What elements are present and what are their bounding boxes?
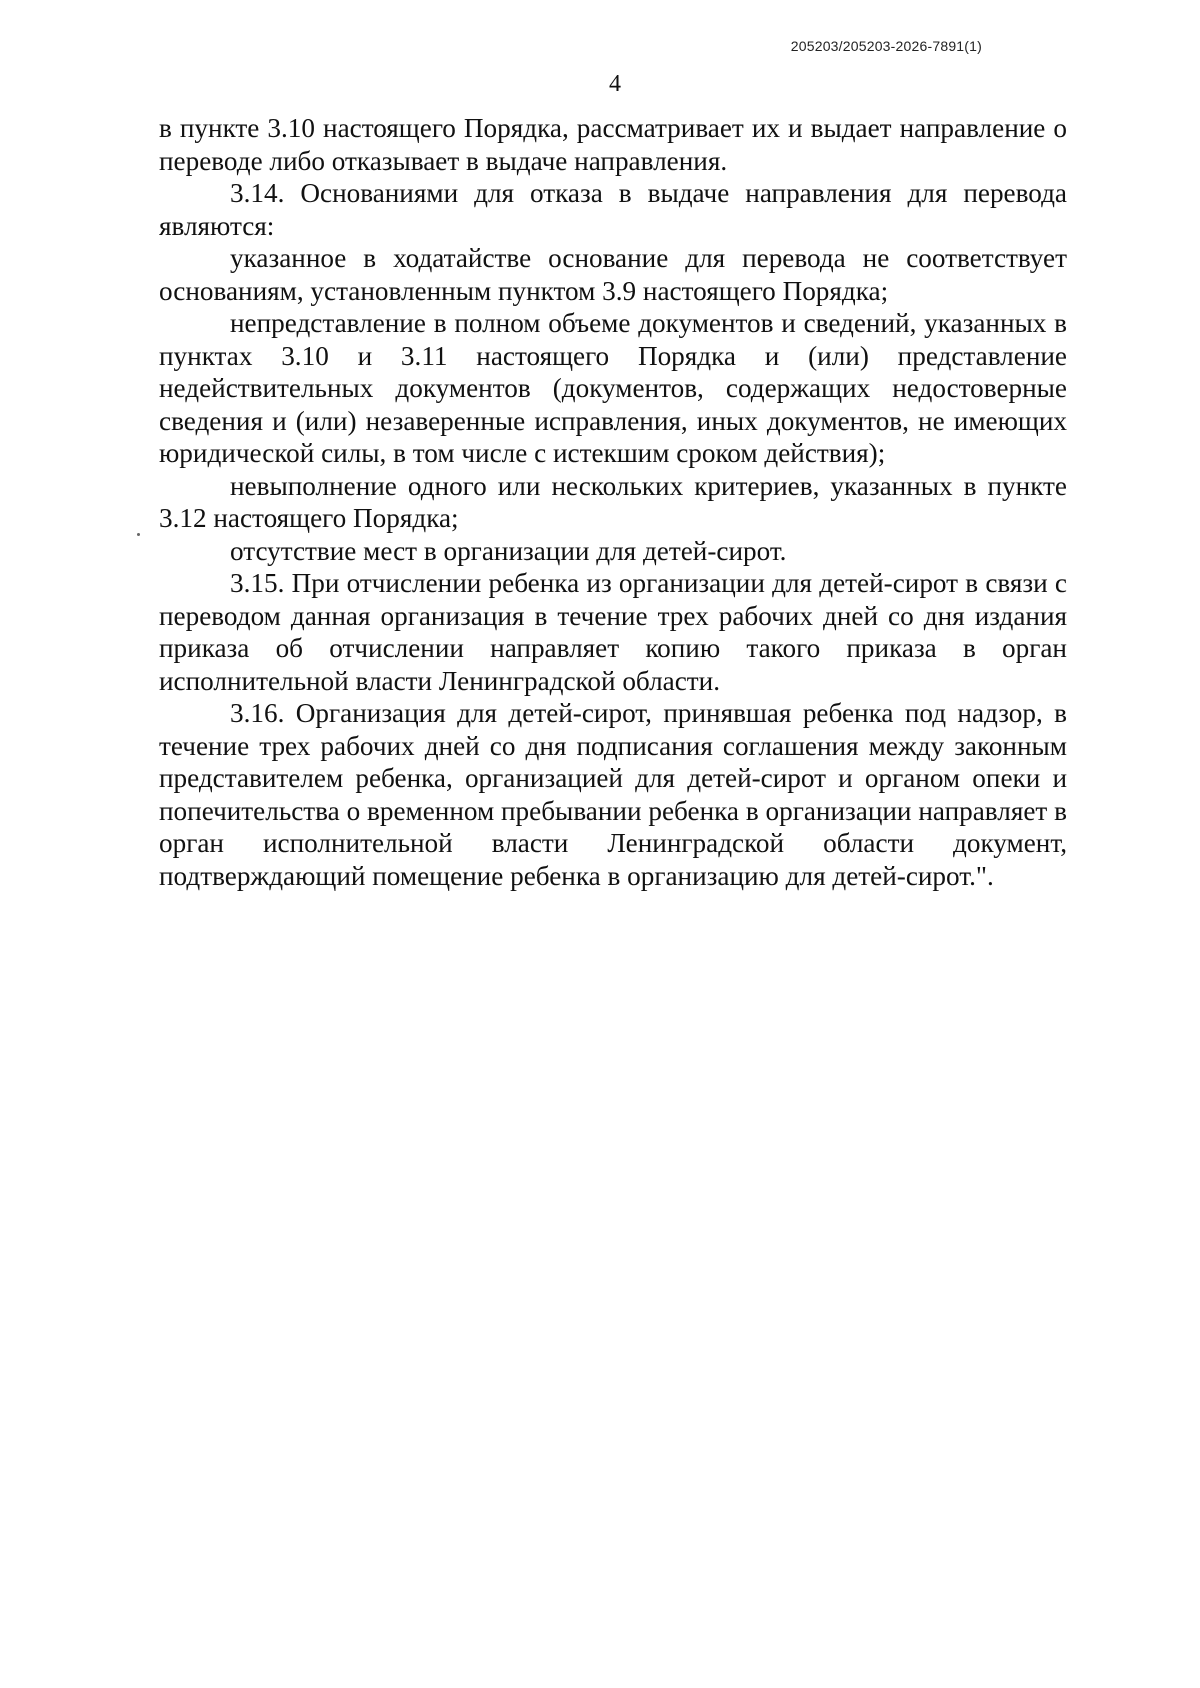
document-id: 205203/205203-2026-7891(1) bbox=[790, 38, 982, 54]
scan-artifact-dot bbox=[137, 533, 140, 536]
paragraph-3-14: 3.14. Основаниями для отказа в выдаче направления для перевода являются: bbox=[159, 178, 1067, 241]
list-item-criteria-unmet: невыполнение одного или нескольких критериев, указанных в пункте 3.12 настоящего Порядка; bbox=[159, 470, 1067, 533]
list-item-no-places: отсутствие мест в организации для детей-сирот. bbox=[230, 535, 787, 566]
paragraph-3-16: 3.16. Организация для детей-сирот, принявшая ребенка под надзор, в течение трех рабочих дней со дня подписания соглашения между законным представителем ребенка, организацией для детей-сирот и органом опеки и попечительства о временном пребывании ребенка в организации направляет в орган исполнительной власти Ленинградской области документ, подтверждающий помещение ребенка в организацию для детей-сирот.". bbox=[159, 698, 1067, 891]
list-item-documents-incomplete: непредставление в полном объеме документов и сведений, указанных в пунктах 3.10 и 3.11 настоящего Порядка и (или) представление недействительных документов (документов, содержащих недостоверные сведения и (или) незаверенные исправления, иных документов, не имеющих юридической силы, в том числе с истекшим сроком действия); bbox=[159, 308, 1067, 468]
document-body bbox=[159, 112, 1067, 892]
paragraph-3-15: 3.15. При отчислении ребенка из организации для детей-сирот в связи с переводом данная организация в течение трех рабочих дней со дня издания приказа об отчислении направляет копию такого приказа в орган исполнительной власти Ленинградской области. bbox=[159, 568, 1067, 696]
paragraph-continuation: в пункте 3.10 настоящего Порядка, рассматривает их и выдает направление о переводе либо отказывает в выдаче направления. bbox=[159, 113, 1067, 176]
list-item-ground-mismatch: указанное в ходатайстве основание для перевода не соответствует основаниям, установленным пунктом 3.9 настоящего Порядка; bbox=[159, 243, 1067, 306]
page-number: 4 bbox=[609, 71, 621, 97]
